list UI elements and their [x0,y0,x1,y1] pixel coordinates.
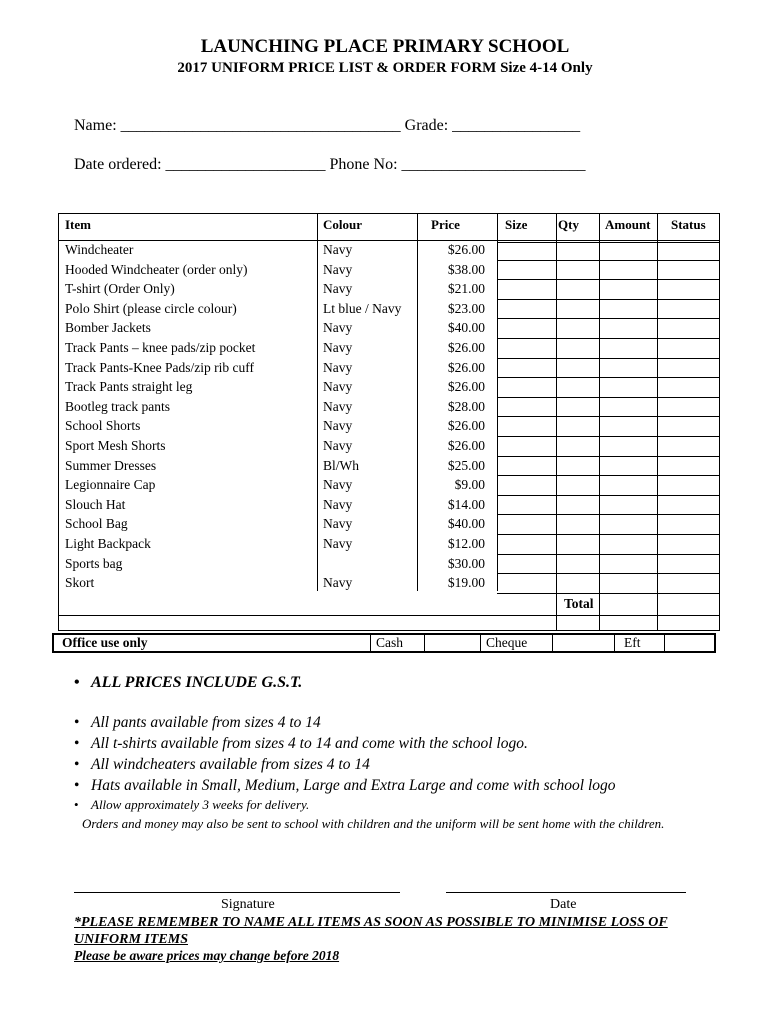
status-input-cell[interactable] [657,456,721,476]
amount-input-cell[interactable] [599,240,657,260]
header-price: Price [431,217,460,232]
amount-input-cell[interactable] [599,456,657,476]
item-name: Windcheater [65,242,134,257]
item-name: Hooded Windcheater (order only) [65,261,248,277]
qty-input-cell[interactable] [556,436,599,456]
item-price: $26.00 [447,379,485,395]
item-name: Bomber Jackets [65,320,151,336]
size-input-cell[interactable] [497,534,556,554]
item-price: $26.00 [447,418,485,434]
amount-input-cell[interactable] [599,573,657,593]
signature-line[interactable] [74,892,400,893]
status-input-cell[interactable] [657,436,721,456]
status-input-cell[interactable] [657,554,721,574]
amount-input-cell[interactable] [599,299,657,319]
size-input-cell[interactable] [497,318,556,338]
header-amount: Amount [605,217,651,232]
date-phone-line[interactable]: Date ordered: ____________________ Phone No: _______________________ [74,156,586,173]
amount-input-cell[interactable] [599,318,657,338]
amount-input-cell[interactable] [599,416,657,436]
cash-label: Cash [376,635,403,650]
item-price: $26.00 [447,242,485,257]
size-input-cell[interactable] [497,338,556,358]
size-input-cell[interactable] [497,436,556,456]
item-colour: Navy [323,281,353,297]
size-input-cell[interactable] [497,495,556,515]
status-input-cell[interactable] [657,260,721,280]
item-colour: Navy [323,575,353,591]
item-name: Summer Dresses [65,457,157,473]
status-input-cell[interactable] [657,358,721,378]
date-line[interactable] [446,892,686,893]
size-input-cell[interactable] [497,456,556,476]
item-colour: Navy [323,398,353,414]
item-colour: Navy [323,496,353,512]
item-colour: Navy [323,418,353,434]
delivery-note: • Allow approximately 3 weeks for delivery. [74,797,310,812]
qty-input-cell[interactable] [556,456,599,476]
amount-input-cell[interactable] [599,358,657,378]
qty-input-cell[interactable] [556,318,599,338]
status-input-cell[interactable] [657,338,721,358]
qty-input-cell[interactable] [556,377,599,397]
item-name: Skort [65,575,95,591]
item-name: Track Pants-Knee Pads/zip rib cuff [65,359,254,375]
office-use-label: Office use only [62,635,148,650]
price-change-notice: Please be aware prices may change before 2018 [74,948,340,963]
item-colour: Lt blue / Navy [323,300,402,316]
qty-input-cell[interactable] [556,514,599,534]
date-label: Date [550,897,577,912]
item-price: $26.00 [447,340,485,355]
amount-input-cell[interactable] [599,279,657,299]
item-name: Track Pants straight leg [65,379,193,395]
size-input-cell[interactable] [497,260,556,280]
eft-label: Eft [624,635,641,650]
size-input-cell[interactable] [497,554,556,574]
item-colour: Navy [323,379,353,395]
size-input-cell[interactable] [497,514,556,534]
qty-input-cell[interactable] [556,573,599,593]
amount-input-cell[interactable] [599,397,657,417]
signature-label: Signature [221,897,275,912]
status-input-cell[interactable] [657,299,721,319]
amount-input-cell[interactable] [599,338,657,358]
size-input-cell[interactable] [497,240,556,260]
qty-input-cell[interactable] [556,495,599,515]
item-colour: Navy [323,340,353,355]
item-name: Legionnaire Cap [65,477,156,493]
qty-input-cell[interactable] [556,338,599,358]
item-price: $21.00 [447,281,485,297]
item-price: $28.00 [447,398,485,414]
size-input-cell[interactable] [497,358,556,378]
office-use-row [52,633,716,653]
status-input-cell[interactable] [657,495,721,515]
size-input-cell[interactable] [497,397,556,417]
status-input-cell[interactable] [657,416,721,436]
item-name: School Bag [65,516,128,532]
gst-note: • ALL PRICES INCLUDE G.S.T. [74,674,303,691]
qty-input-cell[interactable] [556,279,599,299]
item-colour: Navy [323,516,353,532]
orders-note: Orders and money may also be sent to school with children and the uniform will be sent home with the children. [82,816,665,831]
size-input-cell[interactable] [497,475,556,495]
item-price: $9.00 [454,477,485,493]
item-name: T-shirt (Order Only) [65,281,175,297]
status-input-cell[interactable] [657,240,721,260]
header-colour: Colour [323,217,362,232]
status-input-cell[interactable] [657,475,721,495]
qty-input-cell[interactable] [556,475,599,495]
size-input-cell[interactable] [497,416,556,436]
item-price: $19.00 [447,575,485,591]
name-items-reminder: *PLEASE REMEMBER TO NAME ALL ITEMS AS SOON AS POSSIBLE TO MINIMISE LOSS OF UNIFORM ITEMS [74,915,668,947]
item-price: $38.00 [447,261,485,277]
status-input-cell[interactable] [657,279,721,299]
info-bullet: • All t-shirts available from sizes 4 to 14 and come with the school logo. [74,735,528,752]
item-price: $25.00 [447,457,485,473]
item-colour: Navy [323,320,353,336]
status-input-cell[interactable] [657,397,721,417]
bullet-icon: • [74,777,80,794]
status-input-cell[interactable] [657,534,721,554]
qty-input-cell[interactable] [556,358,599,378]
form-subtitle: 2017 UNIFORM PRICE LIST & ORDER FORM Size 4-14 Only [177,60,593,76]
item-name: Sport Mesh Shorts [65,438,166,453]
item-colour: Navy [323,536,353,551]
item-price: $12.00 [447,536,485,551]
header-qty: Qty [558,217,579,232]
header-item: Item [65,217,91,232]
item-price: $30.00 [447,555,485,571]
cheque-label: Cheque [486,635,528,650]
amount-input-cell[interactable] [599,475,657,495]
status-input-cell[interactable] [657,514,721,534]
qty-input-cell[interactable] [556,416,599,436]
item-colour: Navy [323,477,353,493]
item-name: Light Backpack [65,536,151,551]
qty-input-cell[interactable] [556,397,599,417]
bullet-icon: • [74,674,80,691]
item-name: Track Pants – knee pads/zip pocket [65,340,256,355]
item-colour: Bl/Wh [323,457,359,473]
size-input-cell[interactable] [497,279,556,299]
qty-input-cell[interactable] [556,534,599,554]
info-bullet: • All windcheaters available from sizes 4 to 14 [74,756,370,773]
total-label: Total [564,595,594,611]
bullet-icon: • [74,714,80,731]
qty-input-cell[interactable] [556,554,599,574]
amount-input-cell[interactable] [599,495,657,515]
item-colour: Navy [323,242,353,257]
qty-input-cell[interactable] [556,299,599,319]
item-colour: Navy [323,438,353,453]
item-price: $23.00 [447,300,485,316]
amount-input-cell[interactable] [599,554,657,574]
item-name: Sports bag [65,555,123,571]
item-name: Bootleg track pants [65,398,170,414]
size-input-cell[interactable] [497,573,556,593]
amount-input-cell[interactable] [599,514,657,534]
item-name: Slouch Hat [65,496,126,512]
size-input-cell[interactable] [497,377,556,397]
item-colour: Navy [323,359,353,375]
item-price: $40.00 [447,516,485,532]
info-bullet: • All pants available from sizes 4 to 14 [74,714,321,731]
item-price: $26.00 [447,359,485,375]
item-colour: Navy [323,261,353,277]
qty-input-cell[interactable] [556,260,599,280]
item-name: School Shorts [65,418,141,434]
status-input-cell[interactable] [657,573,721,593]
status-input-cell[interactable] [657,377,721,397]
bullet-icon: • [74,735,80,752]
qty-input-cell[interactable] [556,240,599,260]
bullet-icon: • [74,756,80,773]
item-price: $14.00 [447,496,485,512]
amount-input-cell[interactable] [599,534,657,554]
order-table [58,213,720,631]
item-price: $26.00 [447,438,485,453]
item-price: $40.00 [447,320,485,336]
amount-input-cell[interactable] [599,436,657,456]
info-bullet: • Hats available in Small, Medium, Large and Extra Large and come with school logo [74,777,616,794]
header-size: Size [505,217,528,232]
amount-input-cell[interactable] [599,260,657,280]
status-input-cell[interactable] [657,318,721,338]
item-name: Polo Shirt (please circle colour) [65,300,237,316]
bullet-icon: • [74,797,79,812]
amount-input-cell[interactable] [599,377,657,397]
header-status: Status [671,217,706,232]
size-input-cell[interactable] [497,299,556,319]
name-grade-line[interactable]: Name: ___________________________________ Grade: ________________ [74,117,581,134]
school-title: LAUNCHING PLACE PRIMARY SCHOOL [200,36,570,57]
